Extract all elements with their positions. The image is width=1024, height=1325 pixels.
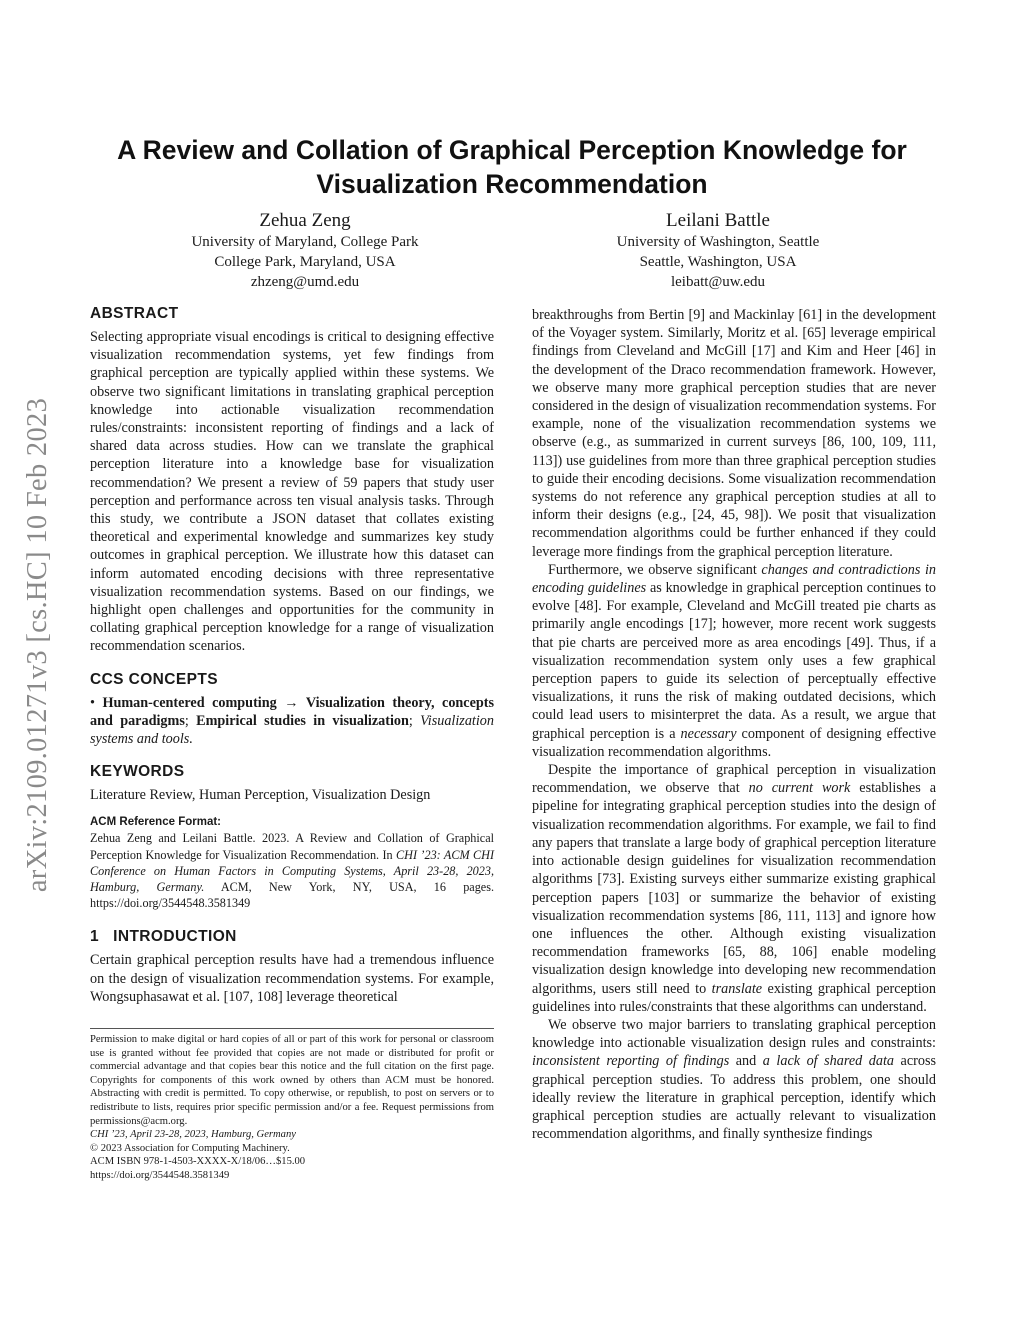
footnote-conference: CHI ’23, April 23-28, 2023, Hamburg, Germany	[90, 1129, 296, 1141]
ccs-arrow: →	[284, 694, 299, 711]
emphasis: translate	[711, 980, 763, 997]
ccs-concepts	[90, 694, 494, 749]
body-paragraph	[532, 1016, 936, 1143]
arxiv-stamp	[8, 350, 68, 940]
body-text: Furthermore, we observe significant	[548, 561, 762, 578]
author-name: Zehua Zeng	[259, 210, 351, 231]
footnote-copyright: © 2023 Association for Computing Machinery.	[90, 1142, 290, 1154]
introduction-text: Certain graphical perception results have had a tremendous influence on the design of visualization recommendation systems. For example, Wongsuphasawat et al. [107, 108] leverage theoretical	[90, 952, 494, 1005]
emphasis: inconsistent reporting of findings	[532, 1053, 730, 1070]
acm-reference-part1: Zehua Zeng and Leilani Battle. 2023. A Review and Collation of Graphical Perception Knowledge for Visualization Recommendation. In	[90, 831, 494, 862]
author-location: Seattle, Washington, USA	[639, 254, 797, 270]
abstract-heading: ABSTRACT	[90, 305, 179, 322]
body-text: We observe two major barriers to translating graphical perception knowledge into actionable visualization design rules and constraints:	[532, 1016, 936, 1052]
left-column	[90, 304, 494, 1183]
author-name: Leilani Battle	[666, 210, 770, 231]
author-location: College Park, Maryland, USA	[214, 254, 396, 270]
body-paragraph	[532, 561, 936, 761]
acm-reference-part2: ACM, New York, NY, USA, 16 pages. https://doi.org/3544548.3581349	[90, 880, 494, 911]
author-block-1	[160, 210, 450, 292]
body-text: Despite the importance of graphical perception in visualization recommendation, we observe that	[532, 762, 936, 797]
footnote-isbn: ACM ISBN 978-1-4503-XXXX-X/18/06…$15.00	[90, 1156, 306, 1168]
author-block-2	[573, 210, 863, 292]
body-text: across graphical perception studies. To address this problem, one should ideally review the literature in graphical perception, identify which graphical perception studies are actually relevant to visualization recommendation algorithms, and finally synthesize findings	[532, 1053, 936, 1143]
ccs-concept-3: Empirical studies in visualization	[196, 712, 409, 729]
right-column	[532, 306, 936, 1143]
ccs-separator: ;	[184, 712, 189, 729]
paper-title: A Review and Collation of Graphical Perception Knowledge for Visualization Recommendation	[117, 135, 907, 199]
ccs-separator: ;	[408, 712, 413, 729]
emphasis: a lack of shared data	[762, 1053, 894, 1070]
ccs-bullet: •	[90, 694, 95, 711]
emphasis: changes and contradictions in encoding guidelines	[532, 561, 936, 597]
author-affiliation: University of Washington, Seattle	[616, 234, 820, 250]
body-text: as knowledge in graphical perception continues to evolve [48]. For example, Cleveland and McGill treated pie charts as primarily angle encodings [17]; however, more recent work suggests that pie charts are perceived more as area encodings [49]. Thus, if a visualization recommendation system only uses a few graphical perception papers to guide its selection of perceptually effective visualizations, it runs the risk of making outdated decisions, which could lead users to misinterpret the data. As a result, we argue that graphical perception is a	[532, 580, 936, 742]
footnote-rule	[90, 1028, 494, 1029]
introduction-heading: 1 INTRODUCTION	[90, 928, 237, 946]
emphasis: necessary	[680, 725, 737, 742]
body-text: component of designing effective visualization recommendation algorithms.	[532, 725, 937, 760]
footnote	[90, 1033, 494, 1183]
footnote-doi: https://doi.org/3544548.3581349	[90, 1170, 230, 1182]
body-paragraph: breakthroughs from Bertin [9] and Mackinlay [61] in the development of the Voyager system. Similarly, Moritz et al. [65] leverage empirical findings from Cleveland and McGill [17] and Kim and Heer [46] in the development of the Draco recommendation framework. However, we observe many more graphical perception studies that are never considered in the design of visualization recommendation systems. For example, none of the visualization recommendation systems we observe (e.g., as summarized in current surveys [86, 100, 109, 111, 113]) use guidelines from more than three graphical perception studies to guide their encoding decisions. Some visualization recommendation systems do not reference any graphical perception studies at all to inform their designs (e.g., [24, 45, 98]). We posit that visualization recommendation algorithms could be further enhanced if they could leverage more findings from the graphical perception literature.	[532, 307, 936, 560]
ccs-concept-2: Visualization theory, concepts and paradigms	[90, 694, 495, 729]
body-text: existing graphical perception guidelines into rules/constraints that these algorithms can understand.	[532, 980, 936, 1015]
author-affiliation: University of Maryland, College Park	[191, 234, 419, 250]
arxiv-stamp-text: arXiv:2109.01271v3 [cs.HC] 10 Feb 2023	[22, 397, 53, 893]
author-email: zhzeng@umd.edu	[250, 274, 360, 290]
acm-reference-venue: CHI ’23: ACM CHI Conference on Human Factors in Computing Systems, April 23-28, 2023, Hamburg, Germany.	[90, 847, 494, 895]
body-text: establishes a pipeline for integrating graphical perception studies into the design of visualization recommendation algorithms. For example, we fail to find any papers that translate a large body of graphical perception literature into actionable design guidelines for visualization recommendation algorithms [73]. Existing surveys either summarize existing graphical perception papers [103] or summarize the behavior of existing visualization recommendation systems [86, 111, 113] and ignore how one influences the other. Although existing visualization recommendation frameworks [65, 88, 106] enable modeling visualization design knowledge into developing new recommendation algorithms, users still need to	[532, 780, 936, 997]
abstract-text: Selecting appropriate visual encodings is critical to designing effective visualization recommendation systems, yet few findings from graphical perception are typically applied within these systems. We observe two significant limitations in translating graphical perception knowledge into actionable visualization recommendation rules/constraints: inconsistent reporting of findings and a lack of shared data across studies. How can we translate the graphical perception literature into a knowledge base for visualization recommendation? We present a review of 59 papers that study user perception and performance across ten visual analysis tasks. Through this study, we contribute a JSON dataset that collates existing theoretical and experimental knowledge and summarizes key study outcomes in graphical perception. We illustrate how this dataset can inform automated encoding decisions with three representative visualization recommendation systems. Based on our findings, we highlight open challenges and opportunities for the community in collating graphical perception knowledge for a range of visualization recommendation scenarios.	[90, 329, 494, 655]
acm-reference-heading: ACM Reference Format:	[90, 816, 221, 829]
keywords-text: Literature Review, Human Perception, Visualization Design	[90, 787, 431, 804]
ccs-concept-1: Human-centered computing	[102, 694, 277, 711]
ccs-concept-4: Visualization systems and tools.	[90, 712, 494, 748]
keywords-heading: KEYWORDS	[90, 763, 185, 781]
body-paragraph	[532, 761, 936, 1016]
body-text: and	[729, 1053, 763, 1070]
author-email: leibatt@uw.edu	[670, 274, 766, 290]
footnote-permission: Permission to make digital or hard copies of all or part of this work for personal or classroom use is granted without fee provided that copies are not made or distributed for profit or commercial advantage and that copies bear this notice and the full citation on the first page. Copyrights for components of this work owned by others than ACM must be honored. Abstracting with credit is permitted. To copy otherwise, or republish, to post on servers or to redistribute to lists, requires prior specific permission and/or a fee. Request permissions from permissions@acm.org.	[90, 1034, 494, 1127]
ccs-heading: CCS CONCEPTS	[90, 670, 218, 688]
acm-reference-text	[90, 830, 494, 911]
emphasis: no current work	[748, 780, 851, 797]
